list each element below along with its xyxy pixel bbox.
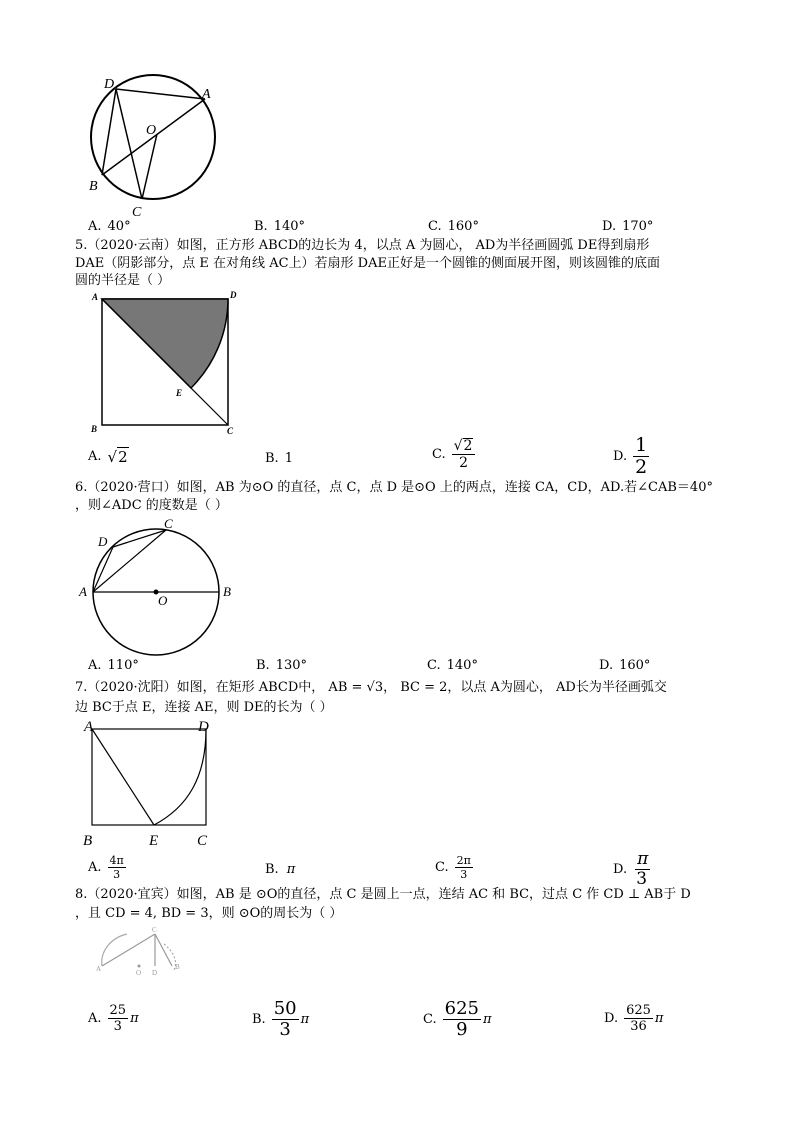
option-text: 160°	[447, 219, 479, 234]
fraction-denominator: 2	[459, 455, 468, 471]
q5-option-c[interactable]	[432, 438, 475, 470]
fraction	[633, 851, 650, 888]
q6-option-d[interactable]	[599, 658, 650, 673]
q5-stem-line3: 圆的半径是（ ）	[75, 273, 171, 288]
q4-label-a: A	[202, 87, 211, 102]
q4-label-o: O	[146, 123, 157, 138]
fraction-numerator: √ 2	[452, 438, 476, 455]
option-letter: B.	[265, 862, 279, 877]
q8-label-c: C	[152, 926, 157, 934]
q7-arc-de	[154, 729, 206, 825]
q8-label-b: B	[175, 963, 180, 971]
q5-option-a[interactable]	[88, 447, 129, 466]
q6-option-c[interactable]	[427, 658, 478, 673]
q6-label-a: A	[79, 584, 87, 599]
option-text: 140°	[273, 219, 306, 234]
option-text: 110°	[107, 658, 139, 673]
q8-arc-right	[164, 944, 176, 970]
fraction-denominator: 3	[113, 1019, 122, 1034]
q6-stem-line1: 6.（2020·营口）如图，AB 为⊙O 的直径，点 C，点 D 是⊙O 上的两点，连接 CA，CD，AD.若∠CAB＝40°	[75, 480, 713, 495]
q6-stem-line2: ，则∠ADC 的度数是（ ）	[75, 498, 228, 513]
q8-stem-line1: 8.（2020·宜宾）如图，AB 是 ⊙O的直径，点 C 是圆上一点，连结 AC 和 BC，过点 C 作 CD ⊥ AB于 D	[75, 887, 691, 902]
fraction	[452, 438, 476, 470]
q6-line-ad	[93, 547, 113, 592]
q5-sector	[102, 299, 228, 388]
fraction	[272, 1000, 299, 1039]
q5-option-d[interactable]	[613, 436, 649, 477]
q6-label-c: C	[164, 516, 173, 531]
fraction-denominator: 2	[635, 456, 648, 478]
option-letter: B.	[265, 451, 279, 466]
fraction-numerator: π	[637, 849, 649, 869]
option-text: 160°	[619, 658, 651, 673]
option-letter: D.	[599, 658, 614, 673]
option-letter: A.	[88, 1011, 102, 1026]
q8-label-d: D	[152, 969, 158, 977]
fraction	[455, 855, 473, 880]
option-letter: A.	[88, 860, 102, 875]
q5-label-e: E	[176, 388, 183, 398]
pi-symbol: π	[130, 1011, 139, 1026]
q6-label-d: D	[98, 534, 108, 549]
q5-option-b[interactable]	[265, 451, 293, 466]
fraction-denominator: 3	[279, 1019, 291, 1040]
option-text: π	[286, 862, 296, 877]
pi-symbol: π	[654, 1011, 664, 1026]
q7-option-a[interactable]	[88, 855, 126, 880]
option-text: 140°	[446, 658, 478, 673]
q8-label-a: A	[96, 965, 102, 973]
fraction-denominator: 36	[630, 1019, 647, 1034]
option-letter: B.	[256, 658, 270, 673]
option-letter: A.	[88, 449, 102, 464]
q4-figure	[80, 72, 230, 222]
q7-label-b: B	[83, 833, 93, 849]
option-letter: C.	[428, 219, 442, 234]
q5-label-c: C	[227, 426, 234, 436]
option-letter: C.	[427, 658, 441, 673]
q7-stem-line1: 7.（2020·沈阳）如图，在矩形 ABCD中， AB = √3， BC = 2，以点 A为圆心， AD长为半径画弧交	[75, 680, 667, 695]
q5-stem-line1: 5.（2020·云南）如图，正方形 ABCD的边长为 4，以点 A 为圆心， AD为半径画圆弧 DE得到扇形	[75, 238, 650, 253]
q8-center-point	[138, 965, 141, 968]
q8-label-o: O	[136, 969, 142, 977]
option-letter: B.	[252, 1012, 266, 1027]
q4-option-d[interactable]	[602, 219, 653, 234]
fraction-numerator: 625	[626, 1003, 651, 1018]
q6-label-o: O	[158, 593, 168, 608]
q4-option-a[interactable]	[88, 219, 131, 234]
fraction-numerator: 4π	[109, 854, 124, 867]
q7-label-a: A	[84, 719, 94, 735]
option-text: 170°	[622, 219, 654, 234]
q4-option-c[interactable]	[428, 219, 479, 234]
q8-figure	[92, 922, 192, 982]
q4-line-db	[102, 89, 116, 175]
q6-figure	[75, 512, 245, 658]
q7-option-c[interactable]	[435, 855, 473, 880]
q7-label-c: C	[197, 833, 208, 849]
fraction-numerator: 25	[109, 1003, 127, 1018]
q7-stem-line2: 边 BC于点 E，连接 AE，则 DE的长为（ ）	[75, 700, 333, 715]
pi-symbol: π	[300, 1012, 310, 1027]
q6-label-b: B	[223, 584, 231, 599]
fraction-denominator: 3	[113, 868, 121, 881]
q4-line-dc	[116, 89, 142, 199]
q4-label-d: D	[104, 77, 115, 92]
q7-rectangle	[92, 729, 206, 825]
option-letter: A.	[88, 658, 102, 673]
q4-label-b: B	[89, 179, 98, 194]
option-text: 1	[284, 451, 293, 466]
option-text: 130°	[275, 658, 308, 673]
q4-line-da	[116, 89, 205, 99]
q8-arc-left	[102, 934, 127, 966]
option-letter: D.	[613, 449, 628, 464]
option-letter: D.	[604, 1011, 619, 1026]
option-letter: C.	[423, 1012, 437, 1027]
q8-option-d[interactable]	[604, 1004, 663, 1033]
q7-option-d[interactable]	[613, 851, 650, 888]
q4-label-c: C	[132, 205, 142, 220]
fraction-denominator: 9	[456, 1019, 468, 1040]
option-letter: C.	[432, 446, 446, 462]
option-letter: C.	[435, 860, 449, 875]
q8-stem-line2: ，且 CD = 4, BD = 3，则 ⊙O的周长为（ ）	[75, 906, 343, 921]
q7-line-ae	[92, 729, 154, 825]
fraction	[633, 436, 649, 477]
radicand: 2	[118, 448, 128, 466]
option-letter: A.	[88, 219, 102, 234]
q6-option-b[interactable]	[256, 658, 307, 673]
fraction	[108, 1004, 129, 1033]
option-letter: B.	[254, 219, 268, 234]
q8-line-ac	[102, 934, 155, 966]
q8-option-a[interactable]	[88, 1004, 139, 1033]
q4-option-b[interactable]	[254, 219, 305, 234]
q7-label-e: E	[149, 833, 159, 849]
q7-label-d: D	[198, 719, 209, 735]
q6-option-a[interactable]	[88, 658, 139, 673]
q7-figure	[78, 717, 228, 853]
fraction	[624, 1004, 653, 1033]
sqrt-expression: √ 2	[107, 447, 128, 466]
q6-line-dc	[113, 530, 166, 547]
option-letter: D.	[602, 219, 617, 234]
q5-stem-line2: DAE（阴影部分，点 E 在对角线 AC上）若扇形 DAE正好是一个圆锥的侧面展开图，则该圆锥的底面	[75, 256, 660, 271]
q5-label-b: B	[91, 424, 98, 434]
pi-symbol: π	[482, 1012, 492, 1027]
q8-option-c[interactable]	[423, 1000, 492, 1039]
fraction-numerator: 1	[635, 434, 648, 456]
q5-figure	[85, 288, 245, 440]
q5-label-a: A	[92, 292, 99, 302]
fraction-denominator: 3	[636, 869, 648, 889]
option-letter: D.	[613, 862, 628, 877]
fraction-numerator: 2π	[456, 854, 471, 867]
fraction-numerator: 625	[444, 998, 479, 1019]
radicand: 2	[463, 438, 473, 454]
q5-label-d: D	[230, 290, 237, 300]
fraction	[108, 855, 126, 880]
fraction-denominator: 3	[460, 868, 468, 881]
q8-option-b[interactable]	[252, 1000, 309, 1039]
option-text: 40°	[107, 219, 131, 234]
fraction	[443, 1000, 481, 1039]
q7-option-b[interactable]	[265, 862, 295, 877]
fraction-numerator: 50	[273, 998, 297, 1019]
